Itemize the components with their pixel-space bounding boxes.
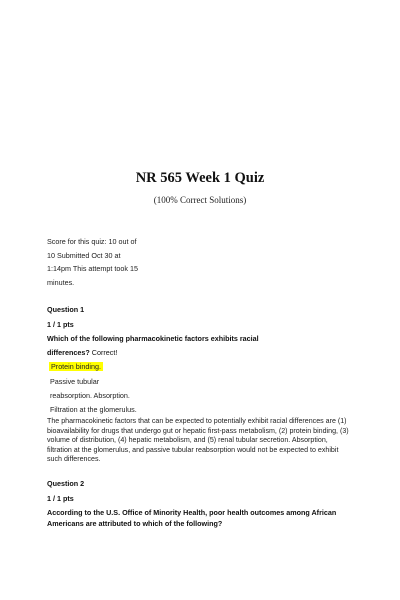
quiz-score-summary xyxy=(47,235,157,289)
answer-option: reabsorption. Absorption. xyxy=(50,391,130,400)
question-1-text-line2 xyxy=(47,346,347,360)
question-2-label: Question 2 xyxy=(47,479,85,488)
question-1-text-end: differences? xyxy=(47,348,90,357)
question-2-points: 1 / 1 pts xyxy=(47,494,74,503)
score-line: minutes. xyxy=(47,277,75,287)
answer-option: Filtration at the glomerulus. xyxy=(50,405,137,414)
answer-option: Passive tubular xyxy=(50,377,100,386)
score-line: 10 Submitted Oct 30 at xyxy=(47,250,121,260)
question-2-text xyxy=(47,508,347,529)
score-line: Score for this quiz: 10 out of xyxy=(47,237,137,246)
score-line: 1:14pm This attempt took 15 xyxy=(47,264,138,273)
question-1-text-line: Which of the following pharmacokinetic factors exhibits racial xyxy=(47,334,259,343)
question-1-explanation: The pharmacokinetic factors that can be expected to potentially exhibit racial differences are (1) bioavailability for drugs that undergo gut or hepatic first-pass metabolism, (2) protein binding, (3) volume of distribution, (4) hepatic metabolism, and (5) renal tubular secretion. Absorption, filtration at the glomerulus, and passive tubular reabsorption would not be expected to exhibit such differences. xyxy=(47,417,349,464)
question-2-text-line: According to the U.S. Office of Minority Health, poor health outcomes among African xyxy=(47,508,337,517)
document-title: NR 565 Week 1 Quiz xyxy=(135,170,265,186)
question-1-points: 1 / 1 pts xyxy=(47,320,74,329)
question-1-label: Question 1 xyxy=(47,305,85,314)
correct-flag: Correct! xyxy=(91,348,118,357)
answer-option-selected: Protein binding. xyxy=(51,362,101,371)
question-2-text-line: Americans are attributed to which of the following? xyxy=(47,518,223,528)
question-1-text xyxy=(47,332,347,360)
document-subtitle: (100% Correct Solutions) xyxy=(153,195,247,205)
